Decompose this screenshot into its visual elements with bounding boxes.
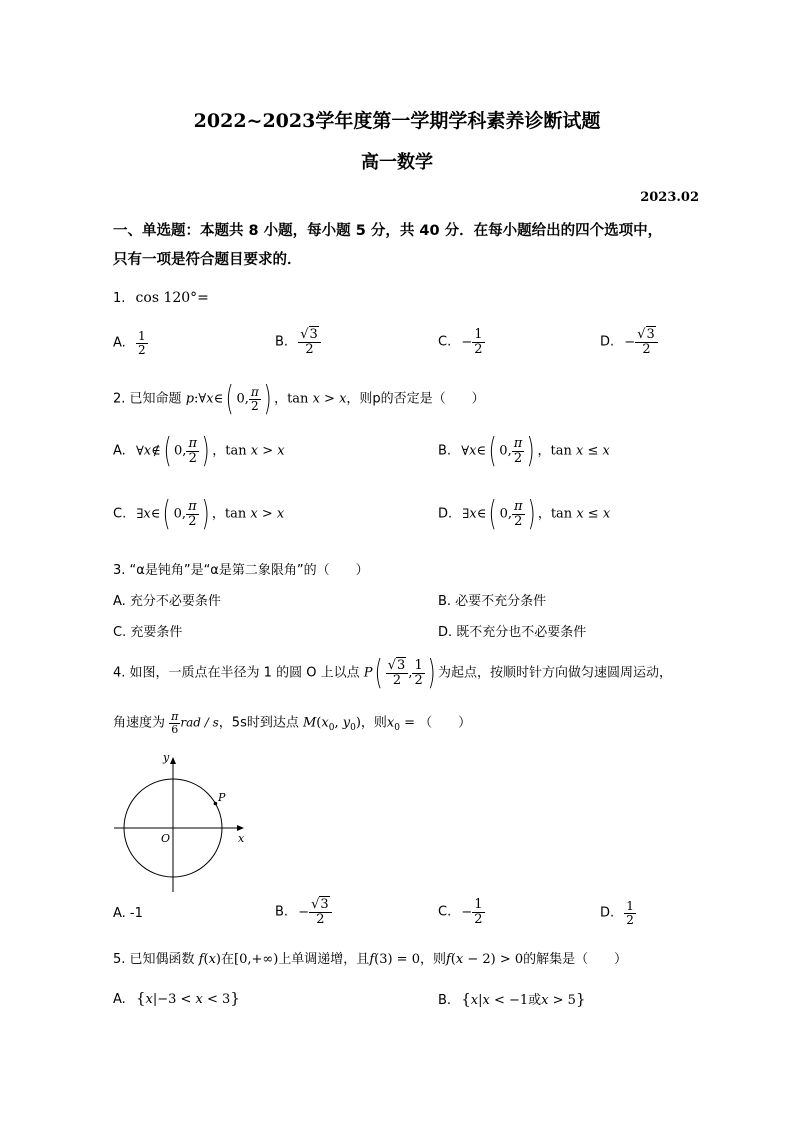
x-axis-arrow-icon: [237, 825, 244, 831]
q4-option-d: D. $\frac{1}{2}$: [600, 899, 634, 927]
section-heading-line2: 只有一项是符合题目要求的．: [113, 252, 302, 268]
y-axis-label: y: [163, 752, 170, 764]
q4-option-c: C. − $\frac{1}{2}$: [438, 897, 483, 927]
q5-option-b: B. {x|x < −1或x > 5}: [438, 990, 586, 1008]
question-4-line2: 角速度为 $\frac{\pi}{6}$ rad / s，5s时到达点 $M(x_0$, $y_0$)，则$x_0$ = （ ）: [113, 710, 472, 736]
q1-option-c: C. − $\frac{1}{2}$: [438, 327, 483, 357]
q1-expression: cos 120°=: [135, 290, 209, 306]
q3-option-a: A. 充分不必要条件: [113, 594, 221, 609]
exam-date: 2023.02: [640, 190, 699, 205]
origin-label: O: [161, 832, 171, 845]
point-p: [214, 802, 218, 806]
y-axis-arrow-icon: [170, 757, 176, 764]
exam-subtitle: 高一数学: [361, 152, 433, 173]
q4-option-b: B. − $\frac{√3}{2}$: [275, 898, 332, 926]
q1-option-b: B. $\frac{√3}{2}$: [275, 328, 321, 356]
q3-option-c: C. 充要条件: [113, 625, 183, 640]
x-axis-label: x: [238, 832, 245, 845]
q3-option-b: B. 必要不充分条件: [438, 594, 547, 609]
q2-option-b: B. ∀x∈( 0, $\frac{\pi}{2}$ ) ，tan x ≤ x: [438, 431, 610, 471]
point-p-label: P: [218, 791, 226, 804]
question-4-line1: 4. 如图，一质点在半径为 1 的圆 O 上以点 P( $\frac{√3}{2}$ , $\frac{1}{2}$ ) 为起点，按顺时针方向做匀速圆周运动，: [113, 653, 673, 693]
q2-option-d: D. ∃x∈( 0, $\frac{\pi}{2}$ ) ，tan x ≤ x: [438, 494, 611, 534]
q2-option-c: C. ∃x∈( 0, $\frac{\pi}{2}$ ) ，tan x > x: [113, 494, 285, 534]
q1-option-a: A. $\frac{1}{2}$: [113, 329, 146, 357]
q3-option-d: D. 既不充分也不必要条件: [438, 625, 587, 640]
unit-circle-figure: [110, 752, 250, 897]
question-2: 2. 已知命题 p:∀x∈( 0, $\frac{\pi}{2}$ ) ，tan x > x，则p的否定是（ ）: [113, 379, 485, 419]
section-heading-line1: 一、单选题：本题共 8 小题，每小题 5 分，共 40 分．在每小题给出的四个选项中，: [113, 223, 663, 239]
question-3: 3. “α是钝角”是“α是第二象限角”的（ ）: [113, 563, 369, 578]
question-5: 5. 已知偶函数 f(x)在[0,+∞)上单调递增，且f(3) = 0，则f(x − 2) > 0的解集是（ ）: [113, 952, 628, 967]
question-1: [113, 290, 209, 306]
q1-number: 1.: [113, 291, 126, 306]
exam-title: 2022~2023学年度第一学期学科素养诊断试题: [193, 110, 601, 132]
q4-option-a: A. -1: [113, 906, 143, 921]
q2-option-a: A. ∀x∉( 0, $\frac{\pi}{2}$ ) ，tan x > x: [113, 431, 285, 471]
q5-option-a: A. {x|−3 < x < 3}: [113, 989, 240, 1007]
q1-option-d: D. − $\frac{√3}{2}$: [600, 328, 658, 356]
